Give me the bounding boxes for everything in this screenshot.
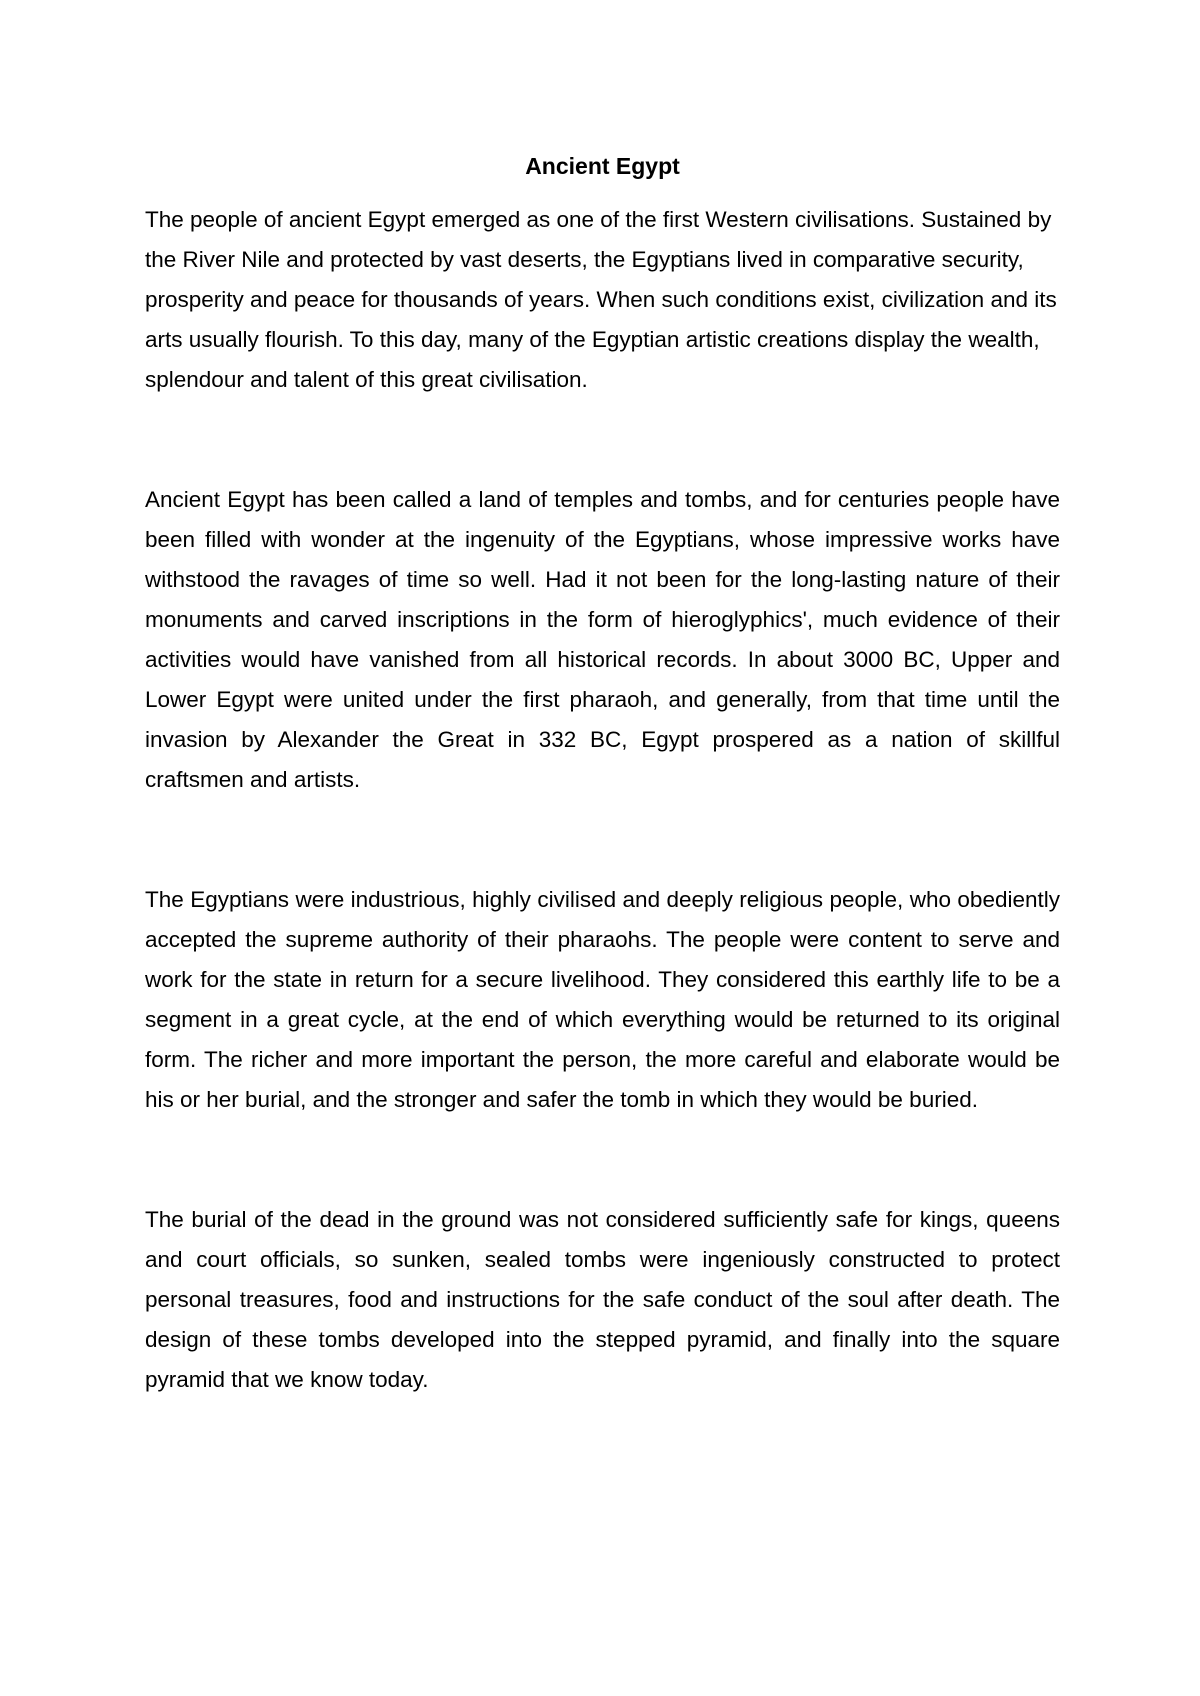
paragraph: The burial of the dead in the ground was not considered sufficiently safe for kings, queens and court officials, so sunken, sealed tombs were ingeniously constructed to protect personal treasures, food and instructions for the safe conduct of the soul after death. The design of these tombs developed into the stepped pyramid, and finally into the square pyramid that we know today. xyxy=(145,1207,1060,1392)
paragraph: The Egyptians were industrious, highly civilised and deeply religious people, who obediently accepted the supreme authority of their pharaohs. The people were content to serve and work for the state in return for a secure livelihood. They considered this earthly life to be a segment in a great cycle, at the end of which everything would be returned to its original form. The richer and more important the person, the more careful and elaborate would be his or her burial, and the stronger and safer the tomb in which they would be buried. xyxy=(145,887,1060,1112)
document-body xyxy=(145,146,1060,1400)
document-title: Ancient Egypt xyxy=(525,153,680,179)
paragraph: Ancient Egypt has been called a land of temples and tombs, and for centuries people have been filled with wonder at the ingenuity of the Egyptians, whose impressive works have withstood the ravages of time so well. Had it not been for the long-lasting nature of their monuments and carved inscriptions in the form of hieroglyphics', much evidence of their activities would have vanished from all historical records. In about 3000 BC, Upper and Lower Egypt were united under the first pharaoh, and generally, from that time until the invasion by Alexander the Great in 332 BC, Egypt prospered as a nation of skillful craftsmen and artists. xyxy=(145,487,1060,792)
paragraph: The people of ancient Egypt emerged as one of the first Western civilisations. Sustained by the River Nile and protected by vast deserts, the Egyptians lived in comparative security, prosperity and peace for thousands of years. When such conditions exist, civilization and its arts usually flourish. To this day, many of the Egyptian artistic creations display the wealth, splendour and talent of this great civilisation. xyxy=(145,207,1057,392)
